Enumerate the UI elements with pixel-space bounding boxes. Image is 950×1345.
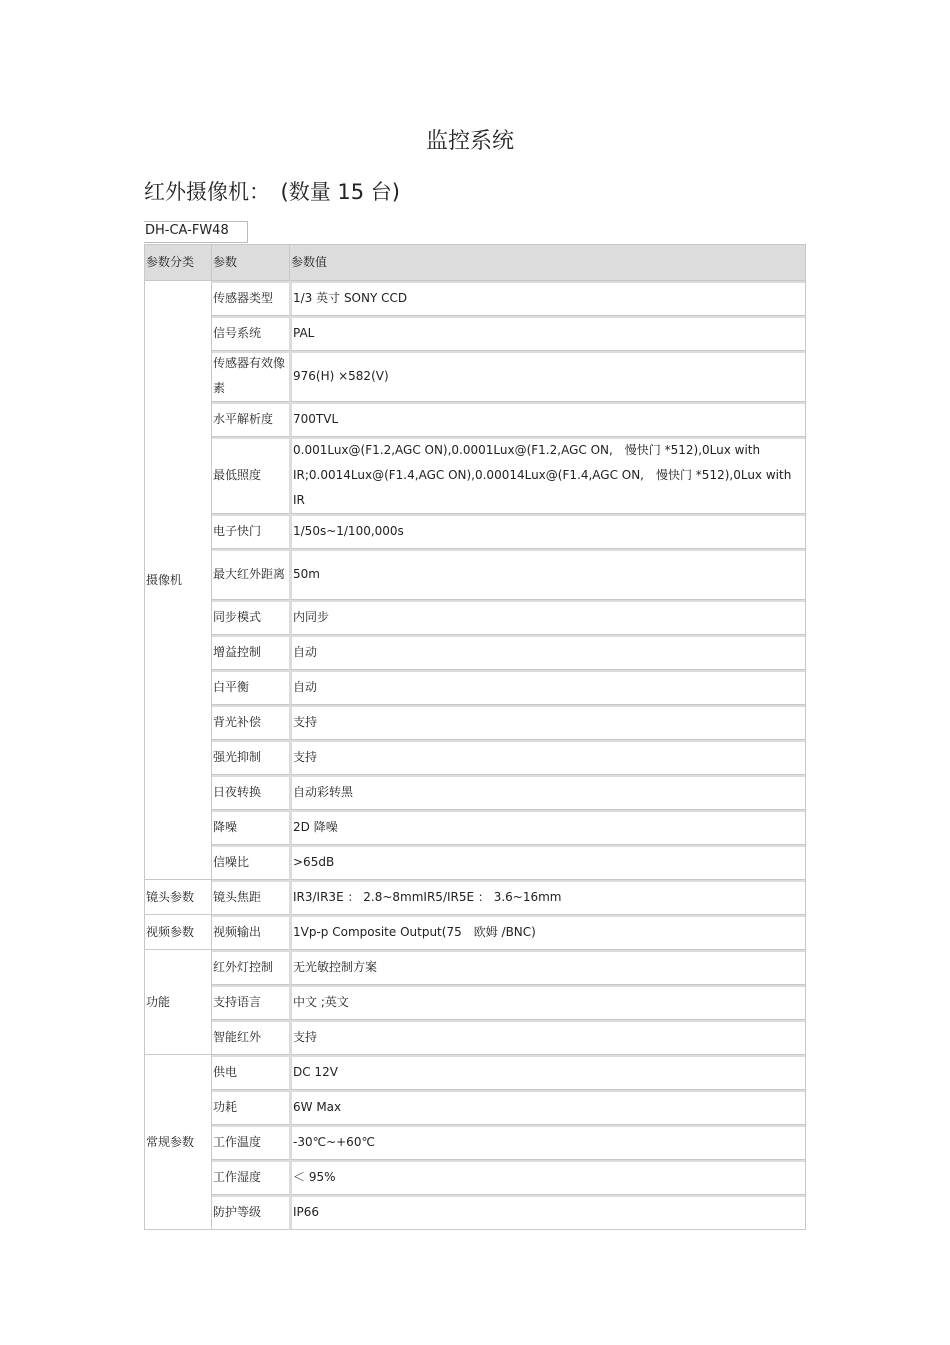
table-row [144, 670, 806, 705]
table-row [144, 880, 806, 915]
value-cell: 0.001Lux@(F1.2,AGC ON),0.0001Lux@(F1.2,AGC ON, 慢快门 *512),0Lux with IR;0.0014Lux@(F1.4,AGC ON),0.00014Lux@(F1.4,AGC ON, 慢快门 *512),0Lux with IR [289, 437, 806, 514]
param-cell: 信号系统 [211, 316, 289, 351]
value-cell: 6W Max [289, 1090, 806, 1125]
value-cell: 内同步 [289, 600, 806, 635]
param-cell: 工作温度 [211, 1125, 289, 1160]
param-cell: 最低照度 [211, 437, 289, 514]
param-cell: 日夜转换 [211, 775, 289, 810]
table-row [144, 705, 806, 740]
value-cell: 无光敏控制方案 [289, 950, 806, 985]
param-cell: 电子快门 [211, 514, 289, 549]
param-cell: 红外灯控制 [211, 950, 289, 985]
param-cell: 最大红外距离 [211, 549, 289, 600]
value-cell: 中文 ;英文 [289, 985, 806, 1020]
value-cell: 2D 降噪 [289, 810, 806, 845]
param-cell: 防护等级 [211, 1195, 289, 1230]
value-cell: 支持 [289, 1020, 806, 1055]
value-cell: DC 12V [289, 1055, 806, 1090]
table-row [144, 1125, 806, 1160]
table-row [144, 1020, 806, 1055]
param-cell: 镜头焦距 [211, 880, 289, 915]
model-number: DH-CA-FW48 [144, 221, 248, 243]
param-cell: 水平解析度 [211, 402, 289, 437]
table-header-row [144, 244, 806, 281]
value-cell: 自动 [289, 670, 806, 705]
table-row [144, 1160, 806, 1195]
value-cell: 700TVL [289, 402, 806, 437]
category-cell: 功能 [144, 950, 211, 1055]
value-cell: IP66 [289, 1195, 806, 1230]
param-cell: 降噪 [211, 810, 289, 845]
value-cell: 支持 [289, 740, 806, 775]
param-cell: 传感器有效像素 [211, 351, 289, 402]
table-row [144, 351, 806, 402]
table-row [144, 845, 806, 880]
table-row [144, 316, 806, 351]
table-row [144, 1195, 806, 1230]
value-cell: 1/3 英寸 SONY CCD [289, 281, 806, 316]
table-row [144, 600, 806, 635]
table-row [144, 437, 806, 514]
value-cell: 支持 [289, 705, 806, 740]
value-cell: 1/50s~1/100,000s [289, 514, 806, 549]
value-cell: -30℃~+60℃ [289, 1125, 806, 1160]
category-cell: 镜头参数 [144, 880, 211, 915]
category-cell: 视频参数 [144, 915, 211, 950]
value-cell: 自动 [289, 635, 806, 670]
param-cell: 视频输出 [211, 915, 289, 950]
table-row [144, 549, 806, 600]
header-param: 参数 [211, 244, 289, 281]
category-cell: 常规参数 [144, 1055, 211, 1230]
param-cell: 白平衡 [211, 670, 289, 705]
value-cell: ＜ 95% [289, 1160, 806, 1195]
param-cell: 信噪比 [211, 845, 289, 880]
value-cell: >65dB [289, 845, 806, 880]
value-cell: 自动彩转黑 [289, 775, 806, 810]
value-cell: 976(H) ×582(V) [289, 351, 806, 402]
value-cell: 50m [289, 549, 806, 600]
param-cell: 同步模式 [211, 600, 289, 635]
spec-table [144, 244, 806, 1230]
document-title: 监控系统 [425, 129, 514, 154]
header-value: 参数值 [289, 244, 806, 281]
param-cell: 增益控制 [211, 635, 289, 670]
param-cell: 工作湿度 [211, 1160, 289, 1195]
value-cell: IR3/IR3E ： 2.8~8mmIR5/IR5E ： 3.6~16mm [289, 880, 806, 915]
param-cell: 背光补偿 [211, 705, 289, 740]
table-row [144, 1055, 806, 1090]
table-row [144, 514, 806, 549]
table-row [144, 740, 806, 775]
value-cell: PAL [289, 316, 806, 351]
param-cell: 智能红外 [211, 1020, 289, 1055]
table-row [144, 775, 806, 810]
table-row [144, 635, 806, 670]
param-cell: 供电 [211, 1055, 289, 1090]
table-row [144, 281, 806, 316]
param-cell: 强光抑制 [211, 740, 289, 775]
table-row [144, 985, 806, 1020]
param-cell: 功耗 [211, 1090, 289, 1125]
table-row [144, 1090, 806, 1125]
table-row [144, 402, 806, 437]
section-heading: 红外摄像机： (数量 15 台) [144, 180, 400, 204]
param-cell: 传感器类型 [211, 281, 289, 316]
category-cell: 摄像机 [144, 281, 211, 880]
value-cell: 1Vp-p Composite Output(75 欧姆 /BNC) [289, 915, 806, 950]
header-category: 参数分类 [144, 244, 211, 281]
table-row [144, 810, 806, 845]
table-row [144, 915, 806, 950]
param-cell: 支持语言 [211, 985, 289, 1020]
table-row [144, 950, 806, 985]
